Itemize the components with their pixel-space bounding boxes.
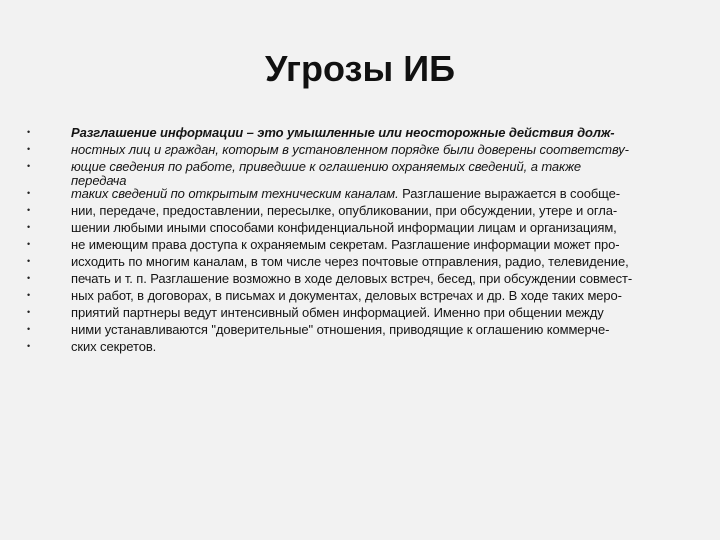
bullet-text: не имеющим права доступа к охраняемым секретам. Разглашение информации может про- bbox=[71, 237, 620, 252]
bullet-text: печать и т. п. Разглашение возможно в ходе деловых встреч, бесед, при обсуждении совмест- bbox=[71, 271, 633, 286]
bullet-line bbox=[27, 185, 697, 202]
bullet-icon: • bbox=[27, 144, 31, 154]
bullet-icon: • bbox=[27, 239, 31, 249]
bullet-list bbox=[27, 124, 697, 355]
bullet-line bbox=[27, 253, 697, 270]
bullet-icon: • bbox=[27, 324, 31, 334]
bullet-line bbox=[27, 270, 697, 287]
bullet-text: ними устанавливаются "доверительные" отношения, приводящие к оглашению коммерче- bbox=[71, 322, 610, 337]
bullet-icon: • bbox=[27, 161, 31, 171]
bullet-line bbox=[27, 321, 697, 338]
bullet-line bbox=[27, 219, 697, 236]
bullet-line bbox=[27, 141, 697, 158]
bullet-line bbox=[27, 338, 697, 355]
bullet-icon: • bbox=[27, 205, 31, 215]
bullet-icon: • bbox=[27, 222, 31, 232]
slide-title: Угрозы ИБ bbox=[265, 48, 455, 89]
bullet-icon: • bbox=[27, 273, 31, 283]
bullet-text: приятий партнеры ведут интенсивный обмен информацией. Именно при общении между bbox=[71, 305, 604, 320]
bullet-icon: • bbox=[27, 256, 31, 266]
bullet-text-italic: таких сведений по открытым техническим каналам. bbox=[71, 186, 399, 201]
bullet-icon: • bbox=[27, 127, 31, 137]
bullet-line bbox=[27, 202, 697, 219]
bullet-line bbox=[27, 158, 697, 175]
bullet-line bbox=[27, 287, 697, 304]
bullet-text: шении любыми иными способами конфиденциальной информации лицам и организациям, bbox=[71, 220, 617, 235]
bullet-text bbox=[71, 185, 620, 202]
bullet-text: ностных лиц и граждан, которым в установленном порядке были доверены соответству- bbox=[71, 142, 629, 157]
bullet-line bbox=[27, 173, 697, 188]
bullet-text: ских секретов. bbox=[71, 339, 157, 354]
bullet-text: ющие сведения по работе, приведшие к оглашению охраняемых сведений, а также bbox=[71, 159, 582, 174]
bullet-text: нии, передаче, предоставлении, пересылке, опубликовании, при обсуждении, утере и огла- bbox=[71, 203, 618, 218]
bullet-line bbox=[27, 236, 697, 253]
bullet-text: ных работ, в договорах, в письмах и документах, деловых встречах и др. В ходе таких меро- bbox=[71, 288, 622, 303]
bullet-icon: • bbox=[27, 188, 31, 198]
bullet-line bbox=[27, 124, 697, 141]
bullet-icon: • bbox=[27, 307, 31, 317]
bullet-text: передача bbox=[71, 173, 127, 188]
bullet-text-regular: Разглашение выражается в сообще- bbox=[398, 186, 620, 201]
bullet-icon: • bbox=[27, 290, 31, 300]
bullet-text: Разглашение информации – это умышленные или неосторожные действия долж- bbox=[71, 125, 615, 140]
bullet-icon: • bbox=[27, 341, 31, 351]
bullet-text: исходить по многим каналам, в том числе через почтовые отправления, радио, телевидение, bbox=[71, 254, 629, 269]
bullet-line bbox=[27, 304, 697, 321]
